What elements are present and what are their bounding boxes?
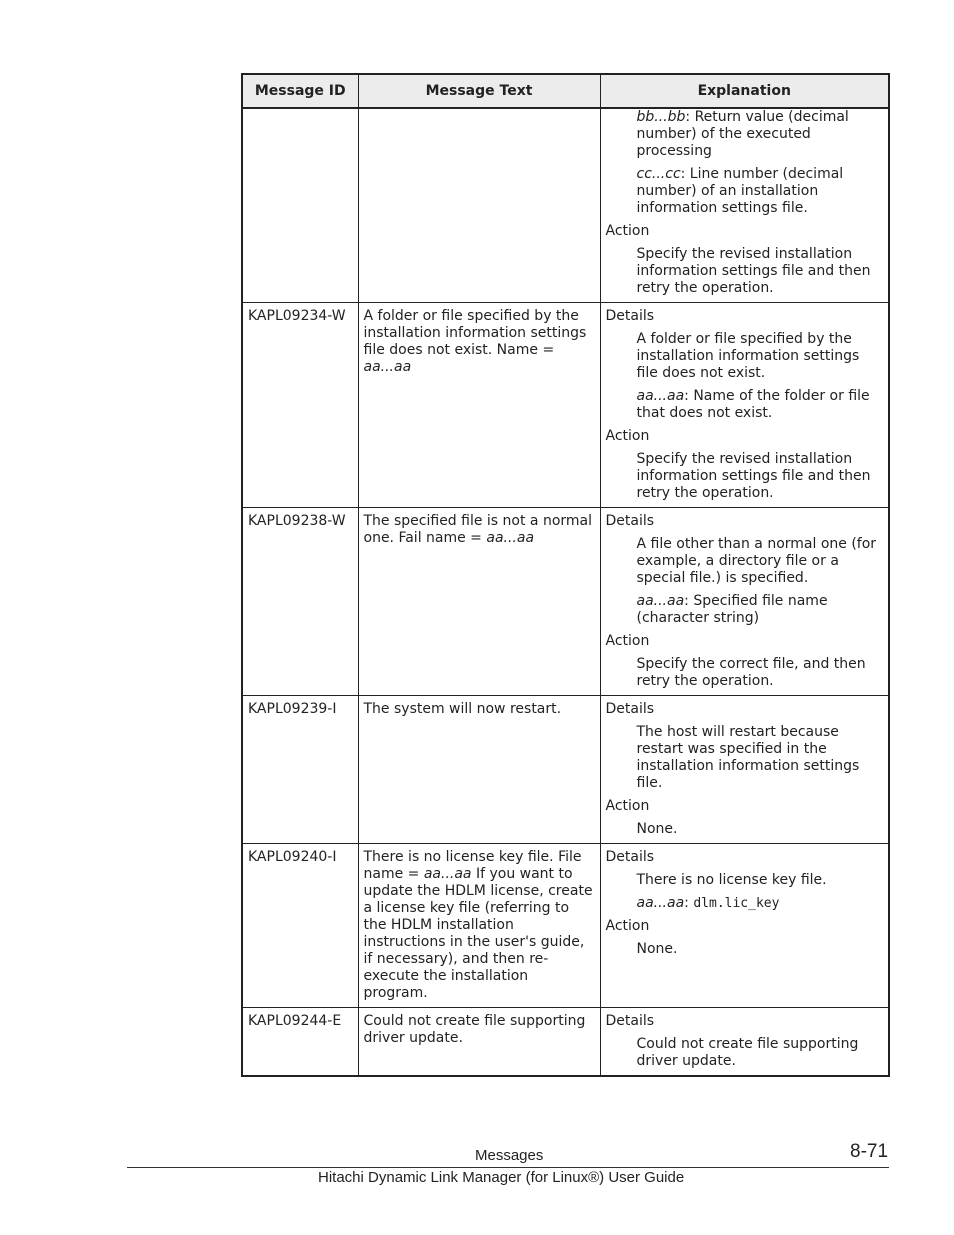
message-text: The specified file is not a normal one. Fail name = xyxy=(363,513,593,546)
cell-explanation xyxy=(600,508,889,696)
cell-explanation xyxy=(600,696,889,844)
code-value: dlm.lic_key xyxy=(693,896,780,911)
variable-desc: : Return value (decimal number) of the executed processing xyxy=(636,109,849,159)
details-text: The host will restart because restart was specified in the installation information settings file. xyxy=(636,724,860,791)
cell-message-id: KAPL09238-W xyxy=(242,508,358,696)
cell-message-text: The system will now restart. xyxy=(358,696,600,844)
cell-message-text: Could not create file supporting driver update. xyxy=(358,1008,600,1077)
table-row xyxy=(242,1008,889,1077)
detail-item xyxy=(606,593,885,627)
variable-desc: : Specified file name (character string) xyxy=(636,593,828,626)
variable-desc: : Line number (decimal number) of an installation information settings file. xyxy=(636,166,844,216)
cell-explanation xyxy=(600,303,889,508)
footer-section-name: Messages xyxy=(475,1147,544,1164)
action-text: Specify the revised installation information settings file and then retry the operation. xyxy=(636,246,871,296)
variable-term: cc...cc xyxy=(636,166,681,182)
header-message-id: Message ID xyxy=(242,74,358,108)
action-label: Action xyxy=(605,223,650,239)
cell-message-text xyxy=(358,508,600,696)
cell-message-text xyxy=(358,303,600,508)
details-text: There is no license key file. xyxy=(636,872,827,888)
details-label: Details xyxy=(605,849,655,865)
cell-message-id xyxy=(242,108,358,303)
table-row xyxy=(242,508,889,696)
action-text: None. xyxy=(636,821,678,837)
detail-item xyxy=(606,109,885,160)
cell-message-text xyxy=(358,108,600,303)
action-text: None. xyxy=(636,941,678,957)
action-text: Specify the revised installation information settings file and then retry the operation. xyxy=(636,451,871,501)
detail-item xyxy=(606,388,885,422)
action-label: Action xyxy=(605,798,650,814)
cell-message-id: KAPL09244-E xyxy=(242,1008,358,1077)
header-message-text: Message Text xyxy=(358,74,600,108)
document-title: Hitachi Dynamic Link Manager (for Linux®) User Guide xyxy=(318,1169,685,1186)
variable-desc: : Name of the folder or file that does not exist. xyxy=(636,388,870,421)
details-label: Details xyxy=(605,513,655,529)
table-row xyxy=(242,844,889,1008)
message-table xyxy=(241,73,890,1077)
variable-term: aa...aa xyxy=(636,593,685,609)
detail-item xyxy=(606,166,885,217)
message-text-rest: If you want to update the HDLM license, create a license key file (referring to the HDLM installation instructions in the user's guide, if necessary), and then re-execute the installation program. xyxy=(363,866,593,1001)
table-row xyxy=(242,303,889,508)
cell-explanation xyxy=(600,108,889,303)
variable-term: aa...aa xyxy=(636,895,685,911)
message-text: There is no license key file. File name = xyxy=(363,849,582,882)
details-text: A folder or file specified by the installation information settings file does not exist. xyxy=(636,331,860,381)
details-label: Details xyxy=(605,701,655,717)
variable-term: aa...aa xyxy=(486,530,535,546)
variable-term: aa...aa xyxy=(636,388,685,404)
details-label: Details xyxy=(605,1013,655,1029)
variable-term: aa...aa xyxy=(423,866,472,882)
details-text: A file other than a normal one (for example, a directory file or a special file.) is specified. xyxy=(636,536,877,586)
detail-item xyxy=(606,895,885,912)
cell-message-id: KAPL09234-W xyxy=(242,303,358,508)
table-row xyxy=(242,696,889,844)
action-label: Action xyxy=(605,428,650,444)
action-label: Action xyxy=(605,633,650,649)
page-number: 8-71 xyxy=(850,1141,889,1162)
cell-message-text xyxy=(358,844,600,1008)
cell-explanation xyxy=(600,844,889,1008)
message-text: A folder or file specified by the installation information settings file does not exist. Name = xyxy=(363,308,587,358)
details-text: Could not create file supporting driver update. xyxy=(636,1036,859,1069)
variable-term: aa...aa xyxy=(363,359,412,375)
action-text: Specify the correct file, and then retry the operation. xyxy=(636,656,866,689)
item-separator: : xyxy=(684,895,694,911)
table-row-continuation xyxy=(242,108,889,303)
footer-divider xyxy=(127,1167,889,1168)
variable-term: bb...bb xyxy=(636,109,686,125)
cell-message-id: KAPL09239-I xyxy=(242,696,358,844)
details-label: Details xyxy=(605,308,655,324)
header-explanation: Explanation xyxy=(600,74,889,108)
table-header-row xyxy=(242,74,889,108)
cell-explanation xyxy=(600,1008,889,1077)
cell-message-id: KAPL09240-I xyxy=(242,844,358,1008)
action-label: Action xyxy=(605,918,650,934)
